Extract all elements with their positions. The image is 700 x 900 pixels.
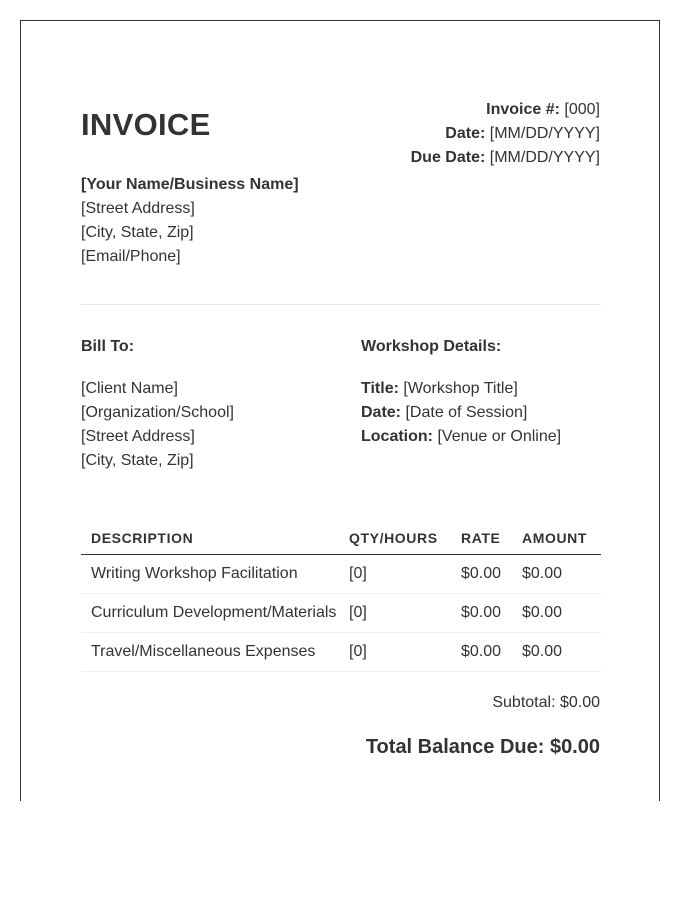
column-header-rate: RATE [455,521,516,555]
invoice-number-label: Invoice #: [486,101,560,118]
sender-city: [City, State, Zip] [81,224,194,241]
item-rate: $0.00 [455,633,516,672]
workshop-date-label: Date: [361,404,402,421]
workshop-location-line [361,425,561,449]
workshop-date-line [361,401,561,425]
sender-block [81,173,299,269]
workshop-details-block [361,377,561,449]
bill-to-block [81,377,234,473]
item-amount: $0.00 [516,555,601,594]
invoice-date-label: Date: [445,125,486,142]
table-row [81,555,601,594]
client-street: [Street Address] [81,428,195,445]
table-row [81,594,601,633]
invoice-date-line [411,122,600,146]
workshop-title-label: Title: [361,380,399,397]
subtotal: Subtotal: $0.00 [492,694,600,711]
invoice-meta [411,98,600,170]
sender-name: [Your Name/Business Name] [81,176,299,193]
total-balance-due: Total Balance Due: $0.00 [365,736,600,758]
item-qty: [0] [349,633,455,672]
column-header-amount: AMOUNT [516,521,601,555]
item-qty: [0] [349,555,455,594]
due-date-value: [MM/DD/YYYY] [489,149,600,166]
workshop-location-label: Location: [361,428,433,445]
bill-to-heading: Bill To: [81,338,135,355]
line-items-table [81,521,601,672]
invoice-title: INVOICE [81,107,211,142]
invoice-number-line [411,98,600,122]
table-row [81,633,601,672]
invoice-number-value: [000] [564,101,600,118]
item-rate: $0.00 [455,555,516,594]
item-amount: $0.00 [516,633,601,672]
invoice-page [20,20,660,801]
sender-street: [Street Address] [81,200,195,217]
item-description: Writing Workshop Facilitation [81,555,349,594]
section-divider [81,304,601,305]
workshop-location-value: [Venue or Online] [437,428,562,445]
item-qty: [0] [349,594,455,633]
table-header-row [81,521,601,555]
due-date-label: Due Date: [410,149,486,166]
column-header-description: DESCRIPTION [81,521,349,555]
client-name: [Client Name] [81,380,178,397]
client-organization: [Organization/School] [81,404,234,421]
workshop-date-value: [Date of Session] [405,404,528,421]
item-rate: $0.00 [455,594,516,633]
item-description: Travel/Miscellaneous Expenses [81,633,349,672]
item-amount: $0.00 [516,594,601,633]
sender-contact: [Email/Phone] [81,248,181,265]
invoice-date-value: [MM/DD/YYYY] [489,125,600,142]
workshop-title-value: [Workshop Title] [403,380,518,397]
due-date-line [411,146,600,170]
item-description: Curriculum Development/Materials [81,594,349,633]
workshop-title-line [361,377,561,401]
workshop-details-heading: Workshop Details: [361,338,502,355]
client-city: [City, State, Zip] [81,452,194,469]
column-header-qty: QTY/HOURS [349,521,455,555]
